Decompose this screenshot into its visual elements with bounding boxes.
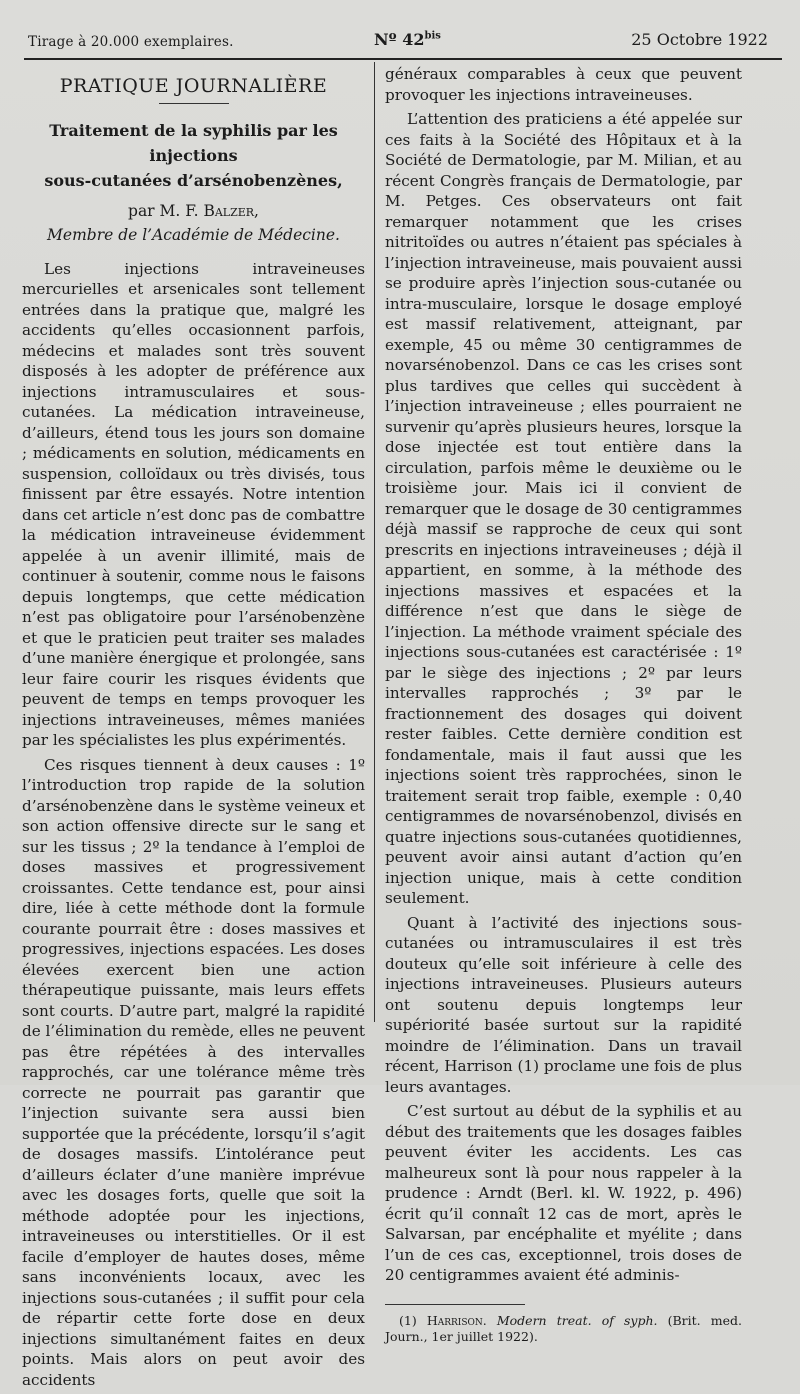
footnote-work: Modern treat. of syph. [496, 1312, 658, 1328]
header-rule [24, 58, 782, 60]
byline-prefix: par M. F. [128, 201, 204, 220]
article-title-line-1: Traitement de la syphilis par les injections [49, 120, 338, 165]
footnote-citation: (Brit. med. Journ., 1er juillet 1922). [385, 1312, 742, 1344]
issue-date: 25 Octobre 1922 [631, 30, 768, 49]
footnote-author: Harrison. [426, 1312, 487, 1328]
issue-number-main: Nº 42 [374, 30, 425, 49]
byline [22, 199, 365, 223]
issue-number-suffix: bis [424, 30, 441, 42]
right-column [385, 64, 742, 1345]
column-divider [374, 62, 375, 1022]
article-title [22, 118, 365, 193]
footnote [385, 1313, 742, 1345]
paragraph: Quant à l’activité des injections sous-cutanées ou intramusculaires il est très douteux qu’elle soit inférieure à celle des injections intraveineuses. Plusieurs auteurs ont soutenu depuis longtemps leur supériorité basée surtout sur la rapidité moindre de l’élimination. Dans un travail récent, Harrison (1) proclame une fois de plus leurs avantages. [385, 913, 742, 1096]
paragraph: L’attention des praticiens a été appelée sur ces faits à la Société des Hôpitaux et à la Société de Dermatologie, par M. Milian, et au récent Congrès français de Dermatologie, par M. Petges. Ces observateurs ont fait remarquer notamment que les crises nitritoïdes ou autres n’étaient pas spéciales à l’injection intraveineuse, mais pouvaient aussi se produire après l’injection sous-cutanée ou intra-musculaire, lorsque le dosage employé est massif relativement, atteignant, par exemple, 45 ou même 30 centigrammes de novarsénobenzol. Dans ce cas les crises sont plus tardives que celles qui succèdent à l’injection intraveineuse ; elles pourraient ne survenir qu’après plusieurs heures, lorsque la dose injectée est tout entière dans la circulation, parfois même le deuxième ou le troisième jour. Mais ici il convient de remarquer que le dosage de 30 centigrammes déjà massif se rapproche de ceux qui sont prescrits en injections intraveineuses ; déjà il appartient, en somme, à la méthode des injections massives et espacées et la différence n’est que dans le siège de l’injection. La méthode vraiment spéciale des injections sous-cutanées est caractérisée : 1º par le siège des injections ; 2º par leurs intervalles rapprochés ; 3º par le fractionnement des dosages qui doivent rester faibles. Cette dernière condition est fondamentale, mais il faut aussi que les injections soient très rapprochées, sinon le traitement serait trop faible, exemple : 0,40 centigrammes de novarsénobenzol, divisés en quatre injections sous-cutanées quotidiennes, peuvent avoir ainsi autant d’action qu’en injection unique, mais à cette condition seulement. [385, 110, 742, 907]
author-affiliation: Membre de l’Académie de Médecine. [47, 225, 340, 244]
paragraph: Ces risques tiennent à deux causes : 1º l’introduction trop rapide de la solution d’arsénobenzène dans le système veineux et son action offensive directe sur le sang et sur les tissus ; 2º la tendance à l’emploi de doses massives et progressivement croissantes. Cette tendance est, pour ainsi dire, liée à cette méthode dont la formule courante pourrait être : doses massives et progressives, injections espacées. Les doses élevées exercent bien une action thérapeutique puissante, mais leurs effets sont courts. D’autre part, malgré la rapidité de l’élimination du remède, elles ne peuvent pas être répétées à des intervalles rapprochés, car une tolérance même très correcte ne pourrait pas garantir que l’injection suivante sera aussi bien supportée que la précédente, lorsqu’il s’agit de dosages massifs. L’intolérance peut d’ailleurs éclater d’une manière imprévue avec les dosages forts, quelle que soit la méthode adoptée pour les injections, intraveineuses ou interstitielles. Or il est facile d’employer de hautes doses, même sans inconvénients locaux, avec les injections sous-cutanées ; il suffit pour cela de répartir cette forte dose en deux injections simultanément faites en deux points. Mais alors on peut avoir des accidents [22, 755, 365, 1389]
footnote-rule [385, 1304, 525, 1305]
article-title-line-2: sous-cutanées d’arsénobenzènes, [44, 170, 343, 190]
footnote-marker: (1) [399, 1312, 427, 1328]
page-header [28, 30, 788, 52]
author-name: Balzer, [203, 201, 259, 220]
paragraph: généraux comparables à ceux que peuvent provoquer les injections intraveineuses. [385, 65, 742, 104]
left-column [22, 64, 365, 1394]
print-run-label: Tirage à 20.000 exemplaires. [28, 34, 234, 50]
paragraph: Les injections intraveineuses mercurielles et arsenicales sont tellement entrées dans la pratique que, malgré les accidents qu’elles occasionnent parfois, médecins et malades sont très souvent disposés à les adopter de préférence aux injections intramusculaires et sous-cutanées. La médication intraveineuse, d’ailleurs, étend tous les jours son domaine ; médicaments en solution, médicaments en suspension, colloïdaux ou très divisés, tous finissent par être essayés. Notre intention dans cet article n’est donc pas de combattre la médication intraveineuse évidemment appelée à un avenir illimité, mais de continuer à soutenir, comme nous le faisons depuis longtemps, que cette médication n’est pas obligatoire pour l’arsénobenzène et que le praticien peut traiter ses malades d’une manière énergique et prolongée, sans leur faire courir les risques évidents que peuvent de temps en temps provoquer les injections intraveineuses, mêmes maniées par les spécialistes les plus expérimentés. [22, 259, 365, 749]
issue-number [374, 30, 441, 49]
section-title-rule [159, 103, 229, 104]
section-title: PRATIQUE JOURNALIÈRE [59, 75, 328, 97]
paragraph: C’est surtout au début de la syphilis et au début des traitements que les dosages faibles peuvent éviter les accidents. Les cas malheureux sont là pour nous rappeler à la prudence : Arndt (Berl. kl. W. 1922, p. 496) écrit qu’il connaît 12 cas de mort, après le Salvarsan, par encéphalite et myélite ; dans l’un de ces cas, exceptionnel, trois doses de 20 centigrammes avaient été adminis- [385, 1102, 742, 1284]
